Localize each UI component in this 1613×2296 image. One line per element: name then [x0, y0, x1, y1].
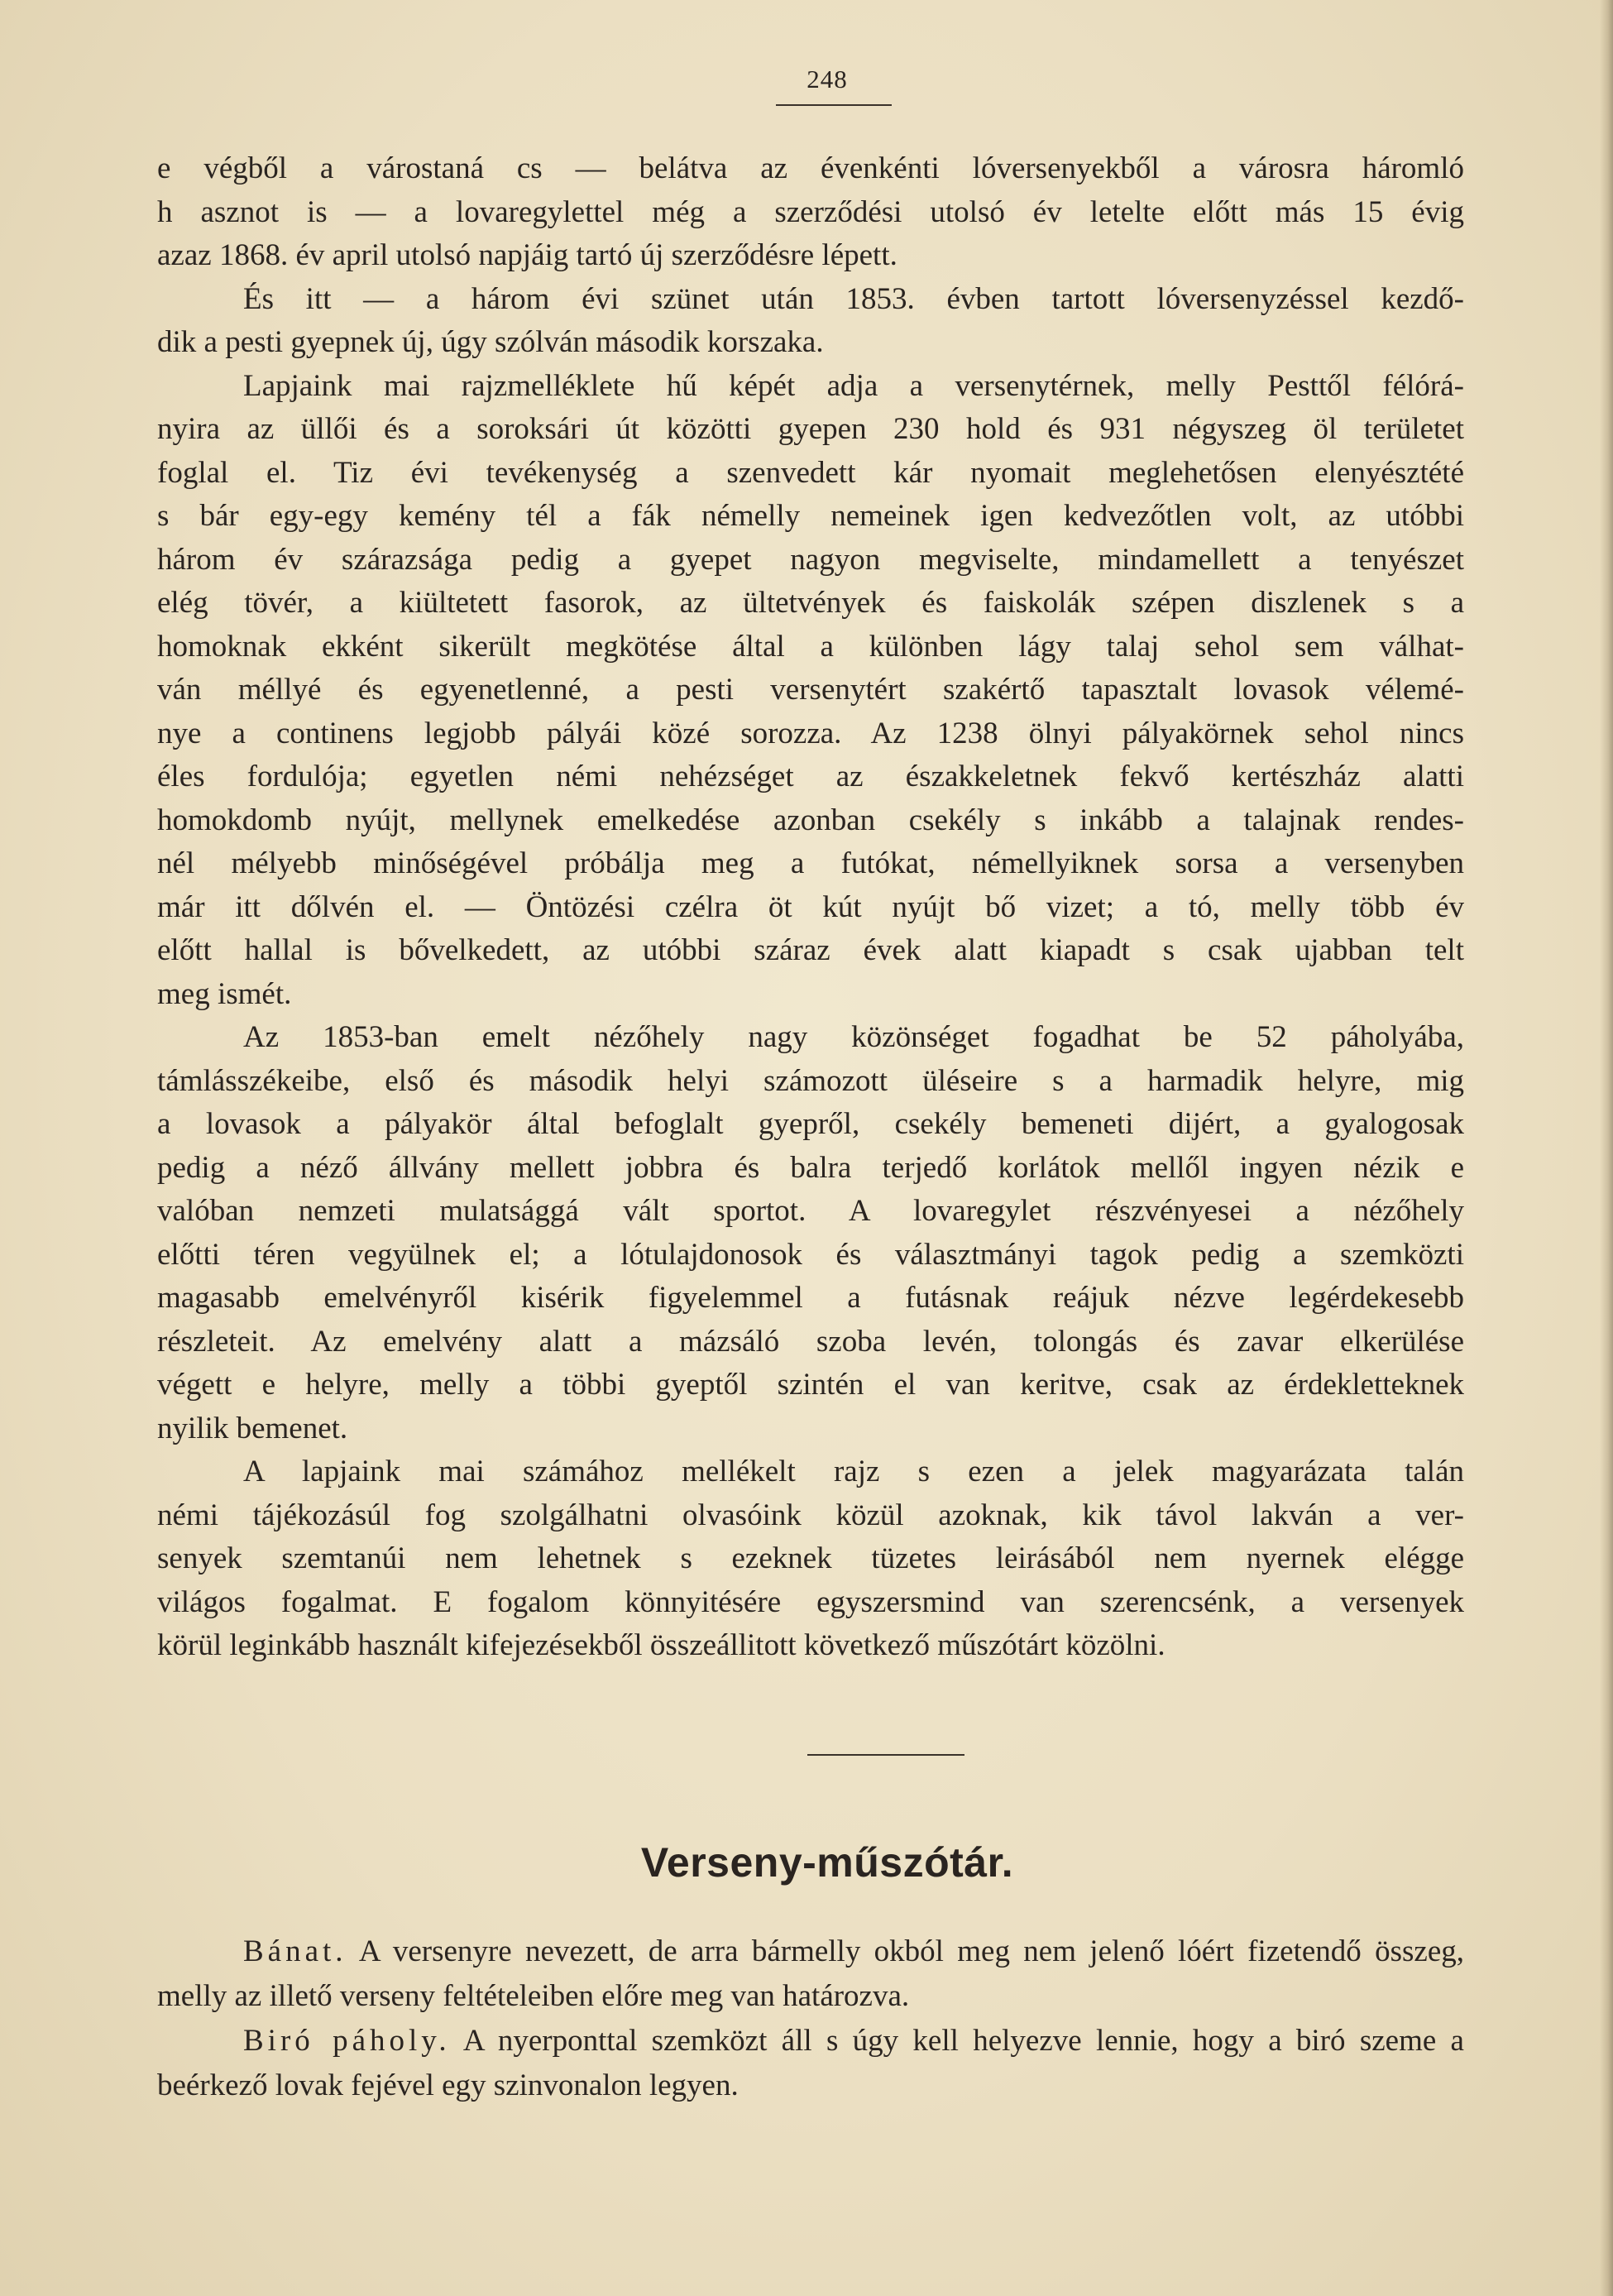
text-line: részleteit. Az emelvény alatt a mázsáló szoba levén, tolongás és zavar elkerülése [157, 1324, 1464, 1359]
text-line: világos fogalmat. E fogalom könnyitésére egyszersmind van szerencsénk, a versenyek [157, 1584, 1464, 1619]
entry-definition: A nyerponttal szemközt áll s úgy kell helyezve lennie, hogy a biró szeme a beérkező lovak fejével egy szinvonalon legyen. [157, 2024, 1464, 2102]
text-line: körül leginkább használt kifejezésekből összeállitott következő műszótárt közölni. [157, 1628, 1165, 1662]
text-line: senyek szemtanúi nem lehetnek s ezeknek tüzetes leirásából nem nyernek elégge [157, 1541, 1464, 1575]
text-line: azaz 1868. év april utolsó napjáig tartó új szerződésre lépett. [157, 238, 897, 272]
text-line: ván méllyé és egyenetlenné, a pesti versenytért szakértő tapasztalt lovasok vélemé- [157, 673, 1464, 707]
page-edge-shadow [1600, 0, 1613, 2296]
entry-term: Biró páholy. [243, 2024, 451, 2058]
text-line: h asznot is — a lovaregylettel még a szerződési utolsó év letelte előtt más 15 évig [157, 194, 1464, 229]
text-line: foglal el. Tiz évi tevékenység a szenvedett kár nyomait meglehetősen elenyésztété [157, 455, 1464, 490]
text-line: nye a continens legjobb pályái közé sorozza. Az 1238 ölnyi pályakörnek sehol nincs [157, 716, 1464, 750]
text-line: homokdomb nyújt, mellynek emelkedése azonban csekély s inkább a talajnak rendes- [157, 803, 1464, 837]
text-line: e végből a várostaná cs — belátva az évenkénti lóversenyekből a városra háromló [157, 151, 1464, 185]
page-number: 248 [806, 65, 848, 93]
text-line: már itt dőlvén el. — Öntözési czélra öt kút nyújt bő vizet; a tó, melly több év [157, 889, 1464, 924]
text-line: pedig a néző állvány mellett jobbra és balra terjedő korlátok mellől ingyen nézik e [157, 1150, 1464, 1185]
dictionary-entry [157, 2019, 1464, 2108]
entry-term: Bánat. [243, 1934, 347, 1968]
text-line: némi tájékozásúl fog szolgálhatni olvasóink közül azoknak, kik távol lakván a ver- [157, 1498, 1464, 1532]
paragraphs [157, 147, 1464, 1668]
text-line: És itt — a három évi szünet után 1853. évben tartott lóversenyzéssel kezdő- [243, 281, 1464, 316]
section-divider [807, 1754, 964, 1756]
dictionary-entries [157, 1929, 1464, 2108]
text-line: előtt hallal is bővelkedett, az utóbbi száraz évek alatt kiapadt s csak ujabban telt [157, 933, 1464, 967]
text-line: A lapjaink mai számához mellékelt rajz s ezen a jelek magyarázata talán [243, 1455, 1464, 1488]
section-title: Verseny-műszótár. [640, 1839, 1014, 1886]
text-line: meg ismét. [157, 976, 292, 1011]
dictionary-entry [157, 1929, 1464, 2019]
text-line: támlásszékeibe, első és második helyi számozott üléseire s a harmadik helyre, mig [157, 1063, 1464, 1098]
text-line: nél mélyebb minőségével próbálja meg a futókat, némellyiknek sorsa a versenyben [157, 846, 1464, 880]
text-line: nyilik bemenet. [157, 1411, 348, 1445]
entry-definition: A versenyre nevezett, de arra bármelly okból meg nem jelenő lóért fizetendő összeg, melly az illető verseny feltételeiben előre meg van határozva. [157, 1934, 1464, 2013]
text-line: a lovasok a pályakör által befoglalt gyepről, csekély bemeneti dijért, a gyalogosak [157, 1107, 1464, 1141]
text-line: elég tövér, a kiültetett fasorok, az ültetvények és faiskolák szépen diszlenek s a [157, 586, 1464, 620]
text-line: dik a pesti gyepnek új, úgy szólván második korszaka. [157, 325, 824, 359]
text-line: valóban nemzeti mulatsággá vált sportot. A lovaregylet részvényesei a nézőhely [157, 1194, 1464, 1228]
text-line: nyira az üllői és a soroksári út közötti gyepen 230 hold és 931 négyszeg öl területet [157, 412, 1464, 446]
text-line: Az 1853-ban emelt nézőhely nagy közönséget fogadhat be 52 páholyába, [243, 1020, 1464, 1054]
text-line: magasabb emelvényről kisérik figyelemmel a futásnak reájuk nézve legérdekesebb [157, 1281, 1464, 1315]
page-number-rule [776, 104, 892, 106]
text-line: három év szárazsága pedig a gyepet nagyon megviselte, mindamellett a tenyészet [157, 542, 1464, 577]
text-line: homoknak ekként sikerült megkötése által a különben lágy talaj sehol sem válhat- [157, 629, 1464, 664]
text-line: Lapjaink mai rajzmelléklete hű képét adja a versenytérnek, melly Pesttől félórá- [243, 368, 1464, 403]
text-line: végett e helyre, melly a többi gyeptől szintén el van keritve, csak az érdekletteknek [157, 1368, 1464, 1402]
text-line: előtti téren vegyülnek el; a lótulajdonosok és választmányi tagok pedig a szemközti [157, 1237, 1464, 1272]
text-line: s bár egy-egy kemény tél a fák némelly nemeinek igen kedvezőtlen volt, az utóbbi [157, 499, 1464, 533]
text-line: éles fordulója; egyetlen némi nehézséget az északkeletnek fekvő kertészház alatti [157, 760, 1464, 793]
body-text [157, 147, 1464, 1668]
